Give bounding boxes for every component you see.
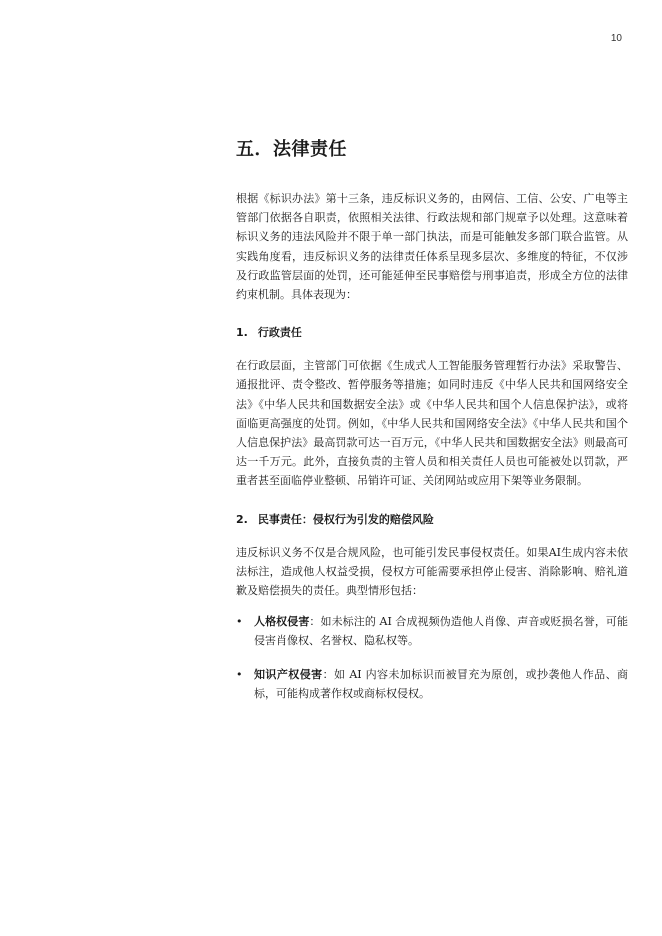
bullet-term: 人格权侵害 — [254, 615, 310, 629]
subsection-number: 2. — [236, 512, 248, 526]
section-title: 五．法律责任 — [236, 139, 347, 160]
page-number: 10 — [610, 33, 622, 44]
list-item — [236, 612, 628, 650]
civil-liability-paragraph: 违反标识义务不仅是合规风险，也可能引发民事侵权责任。如果AI生成内容未依法标注，造成他人权益受损，侵权方可能需要承担停止侵害、消除影响、赔礼道歉及赔偿损失的责任。典型情形包括： — [236, 545, 628, 598]
bullet-icon: • — [236, 615, 243, 629]
bullet-text: ：如未标注的 AI 合成视频伪造他人肖像、声音或贬损名誉，可能侵害肖像权、名誉权、隐私权等。 — [254, 615, 629, 648]
subsection-number: 1. — [236, 326, 248, 340]
list-item — [236, 665, 628, 703]
subsection-title: 行政责任 — [257, 326, 302, 340]
bullet-term: 知识产权侵害 — [254, 667, 323, 681]
subsection-title: 民事责任：侵权行为引发的赔偿风险 — [257, 512, 434, 526]
administrative-liability-paragraph: 在行政层面，主管部门可依据《生成式人工智能服务管理暂行办法》采取警告、通报批评、责令整改、暂停服务等措施；如同时违反《中华人民共和国网络安全法》《中华人民共和国数据安全法》或《中华人民共和国个人信息保护法》，或将面临更高强度的处罚。例如，《中华人民共和国网络安全法》《中华人民共和国个人信息保护法》最高罚款可达一百万元，《中华人民共和国数据安全法》则最高可达一千万元。此外，直接负责的主管人员和相关责任人员也可能被处以罚款，严重者甚至面临停业整顿、吊销许可证、关闭网站或应用下架等业务限制。 — [236, 359, 628, 488]
intro-paragraph: 根据《标识办法》第十三条，违反标识义务的，由网信、工信、公安、广电等主管部门依据各自职责，依照相关法律、行政法规和部门规章予以处理。这意味着标识义务的违法风险并不限于单一部门执法，而是可能触发多部门联合监管。从实践角度看，违反标识义务的法律责任体系呈现多层次、多维度的特征，不仅涉及行政监管层面的处罚，还可能延伸至民事赔偿与刑事追责，形成全方位的法律约束机制。具体表现为： — [236, 192, 628, 302]
infringement-list — [236, 612, 628, 703]
subsection-heading-administrative — [236, 324, 628, 340]
bullet-text: ：如 AI 内容未加标识而被冒充为原创，或抄袭他人作品、商标，可能构成著作权或商标权侵权。 — [254, 667, 629, 700]
subsection-heading-civil — [236, 511, 628, 527]
bullet-icon: • — [236, 667, 243, 681]
document-body — [236, 135, 628, 717]
